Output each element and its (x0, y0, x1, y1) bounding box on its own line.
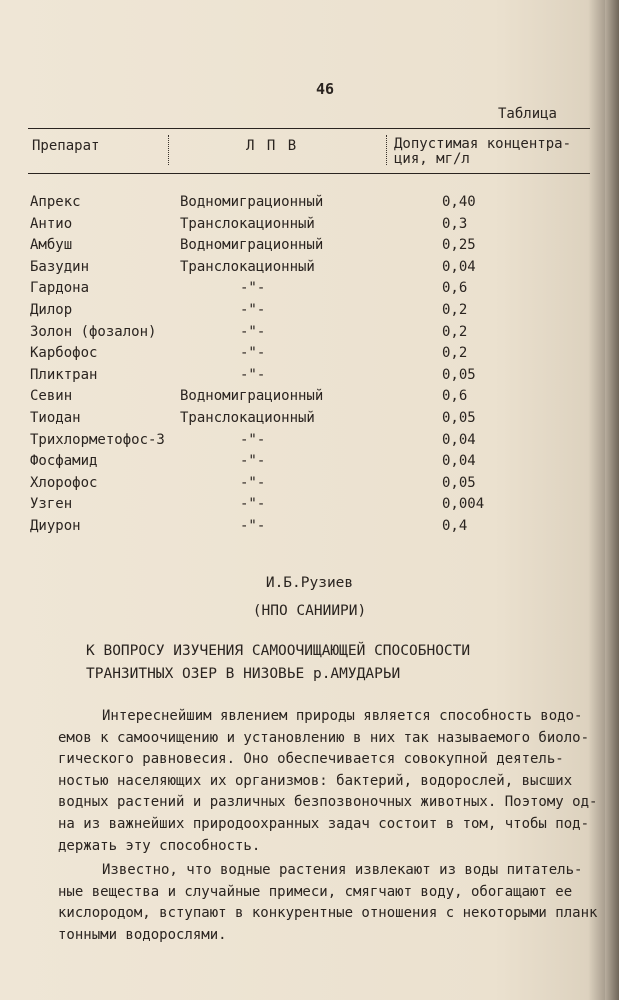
cell-concentration: 0,4 (442, 517, 468, 534)
cell-concentration: 0,004 (442, 496, 485, 513)
cell-preparation: Тиодан (30, 409, 81, 426)
cell-concentration: 0,3 (442, 215, 468, 232)
cell-lpv: -"- (240, 453, 266, 470)
paragraph (58, 860, 618, 946)
header-concentration-line1: Допустимая концентра- (394, 136, 572, 152)
table-row (28, 259, 590, 281)
table-row (28, 496, 590, 518)
text-line: Известно, что водные растения извлекают из воды питатель- (102, 862, 583, 879)
cell-lpv: -"- (240, 301, 266, 318)
cell-preparation: Пликтран (30, 366, 98, 383)
table-row (28, 280, 590, 302)
text-line: кислородом, вступают в конкурентные отношения с некоторыми планк (58, 905, 598, 922)
cell-preparation: Апрекс (30, 194, 81, 210)
page-number: 46 (315, 80, 335, 98)
cell-lpv: -"- (240, 431, 266, 448)
article-title-line: ТРАНЗИТНЫХ ОЗЕР В НИЗОВЬЕ р.АМУДАРЬИ (86, 666, 401, 682)
cell-concentration: 0,40 (442, 194, 476, 210)
article-title-line: К ВОПРОСУ ИЗУЧЕНИЯ САМООЧИЩАЮЩЕЙ СПОСОБНОСТИ (86, 643, 471, 659)
text-line: Интереснейшим явлением природы является способность водо- (102, 708, 583, 724)
text-line: на из важнейших природоохранных задач состоит в том, чтобы под- (58, 815, 590, 832)
cell-lpv: -"- (240, 474, 266, 491)
cell-preparation: Диурон (30, 517, 81, 534)
cell-lpv: Транслокационный (180, 409, 315, 426)
cell-concentration: 0,6 (442, 280, 468, 297)
table-body (28, 194, 590, 540)
cell-preparation: Карбофос (30, 345, 98, 362)
table-header-rule (28, 173, 590, 174)
header-preparation: Препарат (32, 138, 100, 154)
table-caption: Таблица (497, 106, 557, 122)
text-line: емов к самоочищению и установлению в них так называемого биоло- (58, 729, 590, 746)
cell-lpv: -"- (240, 323, 266, 340)
paragraph (58, 706, 618, 857)
cell-preparation: Хлорофос (30, 474, 98, 491)
cell-lpv: -"- (240, 496, 266, 513)
cell-preparation: Дилор (30, 301, 73, 318)
article-title (86, 640, 606, 686)
table-row (28, 345, 590, 367)
column-separator (168, 135, 169, 165)
cell-concentration: 0,04 (442, 431, 476, 448)
cell-lpv: -"- (240, 280, 266, 297)
cell-preparation: Базудин (30, 258, 90, 275)
cell-preparation: Узген (30, 496, 73, 513)
text-line: ностью населяющих их организмов: бактерий, водорослей, высших (58, 772, 573, 789)
table-row (28, 367, 590, 389)
cell-lpv: Транслокационный (180, 258, 315, 275)
cell-lpv: Транслокационный (180, 215, 315, 232)
cell-lpv: -"- (240, 345, 266, 362)
table-row (28, 194, 590, 216)
cell-concentration: 0,6 (442, 388, 468, 405)
table-row (28, 518, 590, 540)
header-concentration-line2: ция, мг/л (394, 151, 470, 167)
header-lpv: Л П В (246, 138, 299, 154)
table-row (28, 388, 590, 410)
table-row (28, 475, 590, 497)
cell-lpv: -"- (240, 517, 266, 534)
table-row (28, 216, 590, 238)
table-row (28, 410, 590, 432)
cell-preparation: Амбуш (30, 237, 73, 254)
cell-lpv: Водномиграционный (180, 194, 324, 210)
cell-preparation: Гардона (30, 280, 90, 297)
cell-concentration: 0,2 (442, 323, 468, 340)
text-line: гического равновесия. Оно обеспечивается совокупной деятель- (58, 751, 564, 768)
cell-concentration: 0,2 (442, 345, 468, 362)
cell-concentration: 0,25 (442, 237, 476, 254)
cell-preparation: Севин (30, 388, 73, 405)
article-organization: (НПО САНИИРИ) (252, 603, 367, 619)
cell-concentration: 0,04 (442, 258, 476, 275)
cell-preparation: Фосфамид (30, 453, 98, 470)
cell-concentration: 0,04 (442, 453, 476, 470)
text-line: ные вещества и случайные примеси, смягчают воду, обогащают ее (58, 883, 573, 900)
cell-concentration: 0,05 (442, 409, 476, 426)
cell-lpv: Водномиграционный (180, 237, 324, 254)
table-row (28, 237, 590, 259)
cell-concentration: 0,2 (442, 301, 468, 318)
cell-lpv: Водномиграционный (180, 388, 324, 405)
cell-lpv: -"- (240, 366, 266, 383)
article-body (58, 706, 618, 950)
cell-preparation: Золон (фозалон) (30, 323, 157, 340)
column-separator (386, 135, 387, 165)
table-row (28, 453, 590, 475)
table-header (28, 129, 590, 173)
table-row (28, 302, 590, 324)
cell-concentration: 0,05 (442, 366, 476, 383)
table-row (28, 324, 590, 346)
table-row (28, 432, 590, 454)
text-line: тонными водорослями. (58, 926, 227, 943)
header-concentration (394, 137, 590, 167)
cell-preparation: Трихлорметофос-3 (30, 431, 165, 448)
pesticide-table (28, 128, 590, 540)
text-line: держать эту способность. (58, 837, 261, 854)
cell-concentration: 0,05 (442, 474, 476, 491)
article-author: И.Б.Рузиев (265, 575, 354, 591)
text-line: водных растений и различных безпозвоночных животных. Поэтому од- (58, 794, 598, 811)
cell-preparation: Антио (30, 215, 73, 232)
